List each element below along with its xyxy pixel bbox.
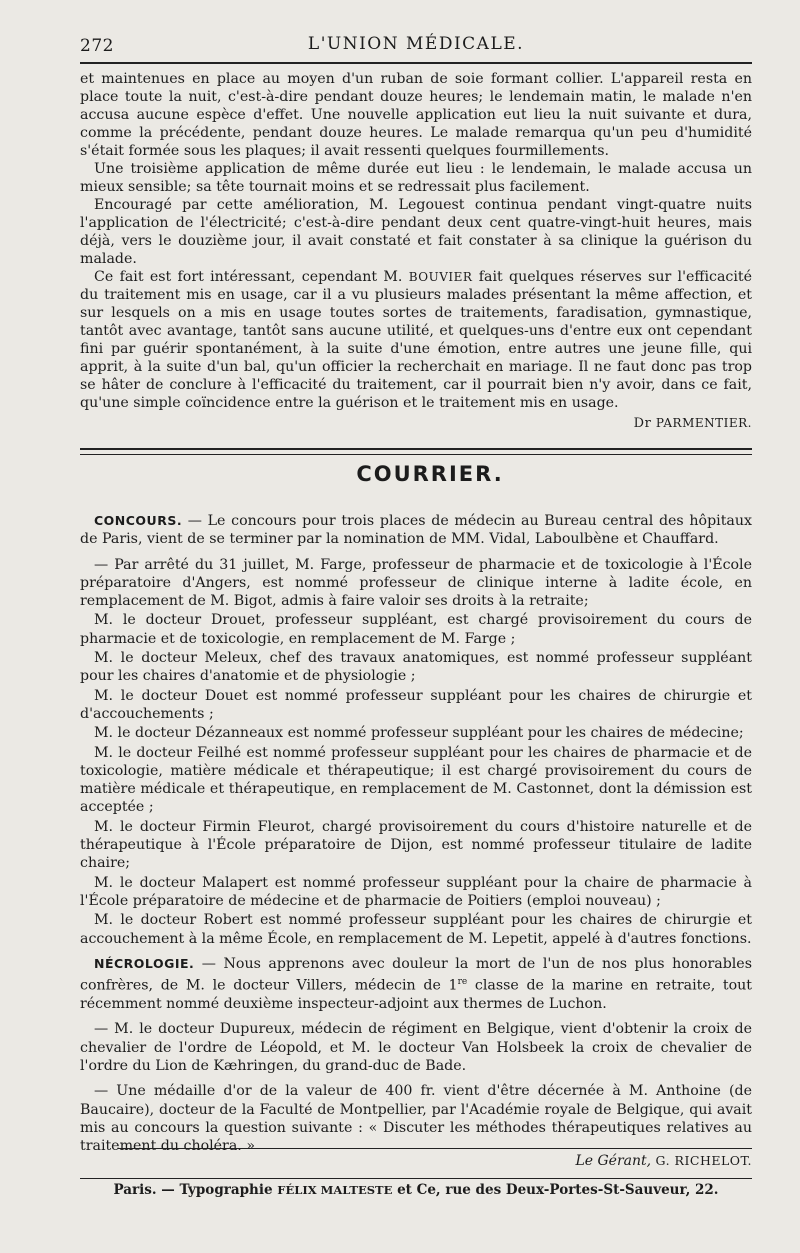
- footer-rule: [80, 1178, 752, 1179]
- gerant-label: Le Gérant,: [575, 1153, 652, 1169]
- ordinal-superscript: re: [457, 977, 468, 988]
- text-run: Ce fait est fort intéressant, cependant M.: [94, 269, 409, 285]
- courrier-section: [80, 512, 752, 1157]
- text-run: Paris. — Typographie: [113, 1182, 278, 1198]
- text-run: fait quelques réserves sur l'efficacité du traitement mis en usage, car il a vu plusieurs malades présentant la même affection, et sur lesquels on a mis en usage toutes sortes de traitements, faradisation, gymnastique, tantôt avec avantage, tantôt sans aucune utilité, et quelques-uns d'entre eux ont cependant fini par guérir spontanément, à la suite d'une émotion, entre autres une jeune fille, qui apprit, à la suite d'un bal, qu'un officier la recherchait en mariage. Il ne faut donc pas trop se hâter de conclure à l'efficacité du traitement, car il pourrait bien n'y avoir, dans ce fait, qu'une simple coïncidence entre la guérison et le traitement mis en usage.: [80, 269, 752, 411]
- article-paragraph: Encouragé par cette amélioration, M. Legouest continua pendant vingt-quatre nuits l'application de l'électricité; c'est-à-dire pendant deux cent quatre-vingt-huit heures, mais déjà, vers le douzième jour, il avait constaté et fait constater à sa clinique la guérison du malade.: [80, 197, 752, 267]
- news-item: M. le docteur Firmin Fleurot, chargé provisoirement du cours d'histoire naturelle et de thérapeutique à l'École préparatoire de Dijon, est nommé professeur titulaire de ladite chaire;: [80, 818, 752, 872]
- section-divider: [80, 448, 752, 455]
- news-item: M. le docteur Robert est nommé professeur suppléant pour les chaires de chirurgie et accouchement à la même École, en remplacement de M. Lepetit, appelé à d'autres fonctions.: [80, 912, 752, 947]
- news-item: — M. le docteur Dupureux, médecin de régiment en Belgique, vient d'obtenir la croix de chevalier de l'ordre de Léopold, et M. le docteur Van Holsbeek la croix de chevalier de l'ordre du Lion de Kæhringen, du grand-duc de Bade.: [80, 1021, 752, 1075]
- section-title-text: COURRIER.: [356, 462, 504, 486]
- text-run: classe de la marine en retraite, tout récemment nommé deuxième inspecteur-adjoint aux thermes de Luchon.: [80, 977, 753, 1013]
- news-item: — Par arrêté du 31 juillet, M. Farge, professeur de pharmacie et de toxicologie à l'École préparatoire d'Angers, est nommé professeur de clinique interne à ladite école, en remplacement de M. Bigot, admis à faire valoir ses droits à la retraite;: [80, 556, 752, 610]
- text-run: — Nous apprenons avec douleur la mort de l'un de nos plus honorables confrères, de M. le docteur Villers, médecin de 1: [80, 955, 752, 994]
- news-item: M. le docteur Meleux, chef des travaux anatomiques, est nommé professeur suppléant pour les chaires d'anatomie et de physiologie ;: [80, 650, 752, 685]
- concours-paragraph: [80, 512, 752, 549]
- section-title: [0, 462, 800, 486]
- article-paragraph: et maintenues en place au moyen d'un ruban de soie formant collier. L'appareil resta en place toute la nuit, c'est-à-dire pendant douze heures; le lendemain matin, le malade n'en accusa aucune espèce d'effet. Une nouvelle application eut lieu la nuit suivante et dura, comme la précédente, pendant douze heures. Le malade remarqua qu'un peu d'humidité s'était formée sous les plaques; il avait ressenti quelques fourmillements.: [80, 71, 752, 159]
- footer-rule: [118, 1148, 752, 1149]
- page-header: [80, 30, 752, 60]
- gerant-name: G. RICHELOT.: [655, 1153, 752, 1168]
- text-run: — Le concours pour trois places de médecin au Bureau central des hôpitaux de Paris, vient de se terminer par la nomination de MM. Vidal, Laboulbène et Chauffard.: [80, 513, 752, 548]
- person-name: BOUVIER: [408, 270, 473, 284]
- news-item: M. le docteur Feilhé est nommé professeur suppléant pour les chaires de pharmacie et de toxicologie, matière médicale et thérapeutique; il est chargé provisoirement du cours de matière médicale et thérapeutique, en remplacement de M. Castonnet, dont la démission est acceptée ;: [80, 744, 752, 816]
- news-item: M. le docteur Douet est nommé professeur suppléant pour les chaires de chirurgie et d'accouchements ;: [80, 687, 752, 722]
- signature-name: PARMENTIER.: [655, 416, 752, 430]
- gerant-line: [575, 1153, 752, 1169]
- concours-label: CONCOURS.: [94, 513, 183, 528]
- running-title: L'UNION MÉDICALE.: [307, 34, 525, 54]
- article-paragraph-bouvier: [80, 268, 752, 412]
- text-run: et Ce, rue des Deux-Portes-St-Sauveur, 22.: [392, 1182, 719, 1198]
- news-item: M. le docteur Malapert est nommé professeur suppléant pour la chaire de pharmacie à l'École préparatoire de médecine et de pharmacie de Poitiers (emploi nouveau) ;: [80, 874, 752, 909]
- signature-prefix: Dr: [633, 416, 652, 431]
- necrologie-paragraph: [80, 955, 752, 1014]
- news-item: M. le docteur Drouet, professeur suppléant, est chargé provisoirement du cours de pharmacie et de toxicologie, en remplacement de M. Farge ;: [80, 612, 752, 647]
- news-item: M. le docteur Dézanneaux est nommé professeur suppléant pour les chaires de médecine;: [94, 725, 744, 742]
- printer-imprint: [80, 1182, 752, 1198]
- article-body: [80, 70, 752, 433]
- necrologie-label: NÉCROLOGIE.: [94, 955, 195, 971]
- page-number: 272: [80, 36, 114, 56]
- news-item: — Une médaille d'or de la valeur de 400 fr. vient d'être décernée à M. Anthoine (de Baucaire), docteur de la Faculté de Montpellier, par l'Académie royale de Belgique, qui avait mis au concours la question suivante : « Discuter les méthodes thérapeutiques relatives au traitement du choléra. »: [80, 1083, 752, 1155]
- header-rule: [80, 62, 752, 64]
- article-paragraph: Une troisième application de même durée eut lieu : le lendemain, le malade accusa un mieux sensible; sa tête tournait moins et se redressait plus facilement.: [80, 161, 752, 195]
- printer-name: FÉLIX MALTESTE: [277, 1183, 393, 1197]
- article-signature: [80, 414, 752, 433]
